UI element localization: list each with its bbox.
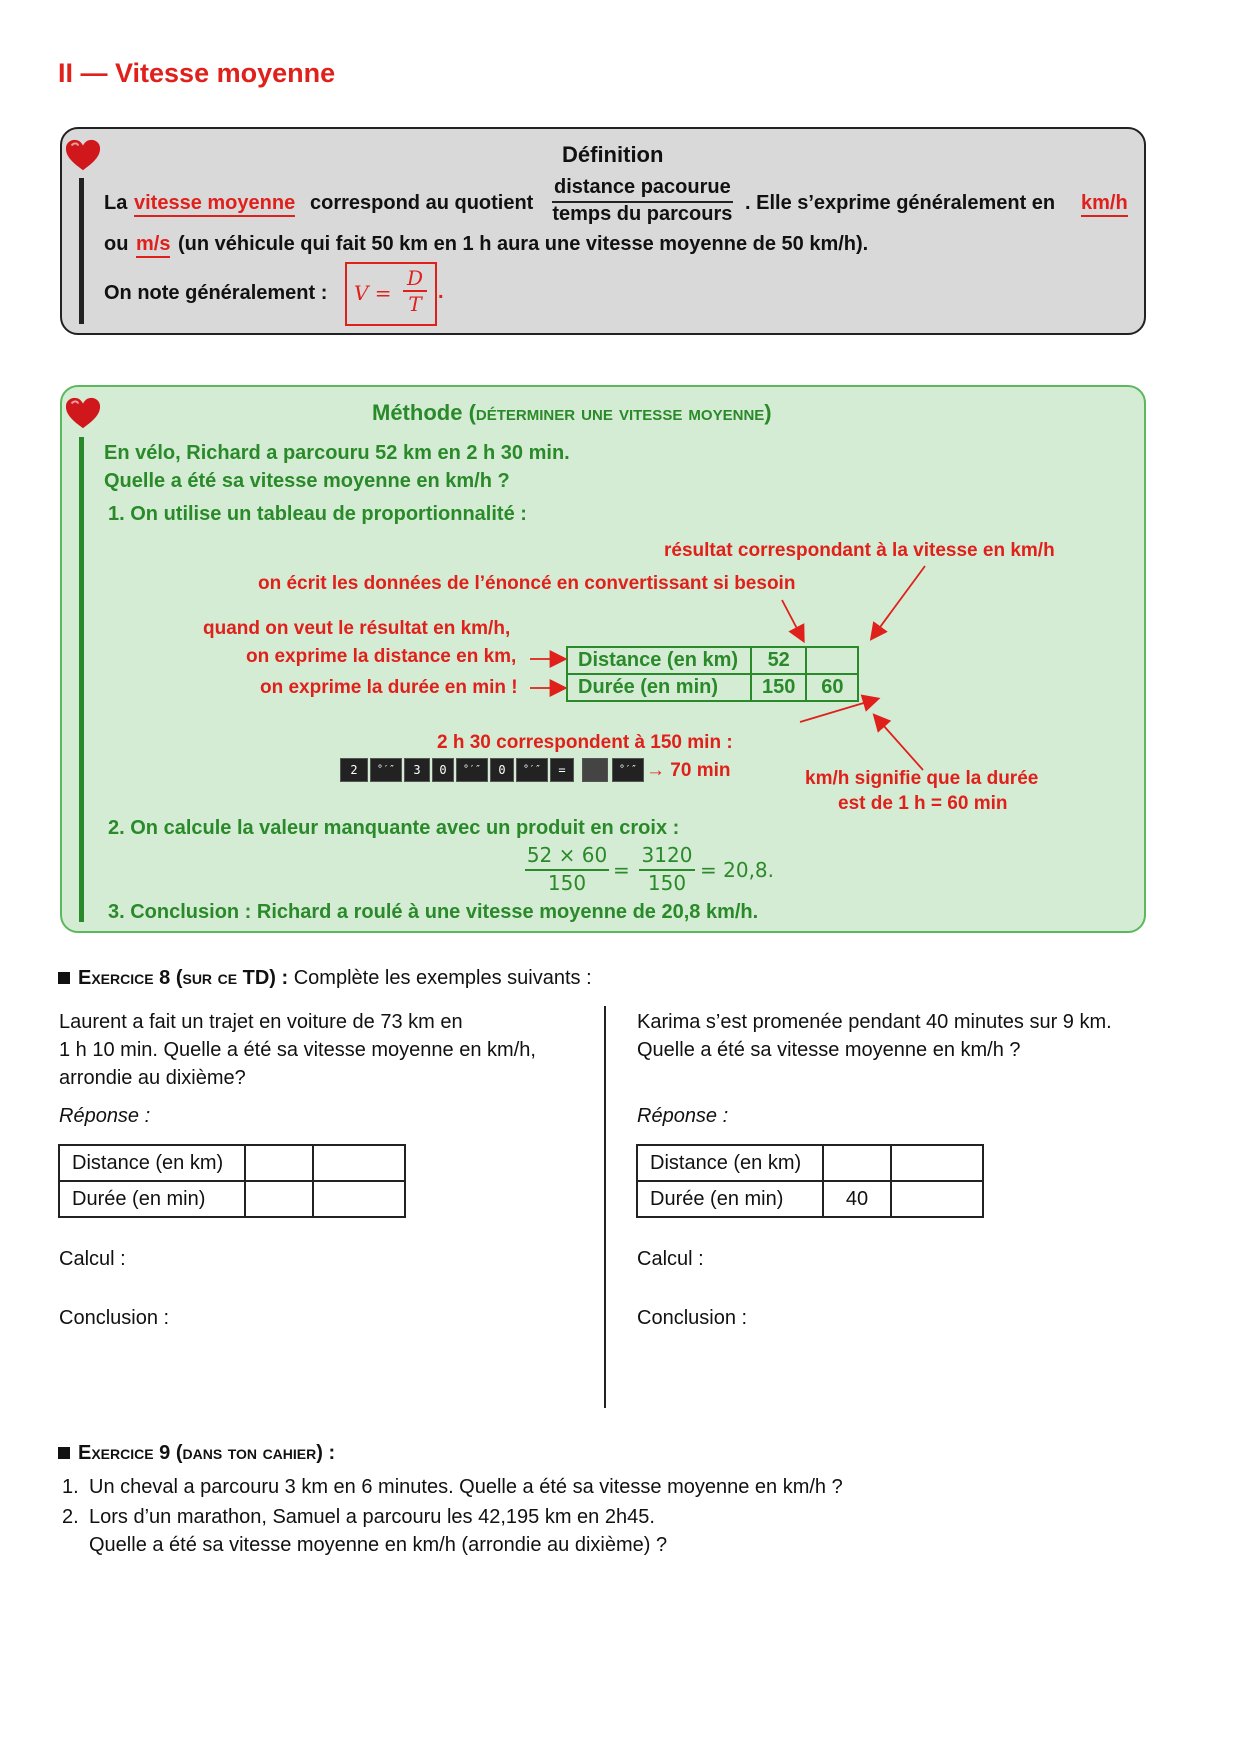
calc-key-dms: °′″ [370,758,402,782]
definition-line1-pre: La [104,192,128,214]
calc-fraction-1-den: 150 [547,871,587,895]
exercise-9-subtitle: (dans ton cahier) : [175,1442,336,1464]
calc-fraction-1-num: 52 × 60 [525,843,609,871]
exercise-8-right-conclusion: Conclusion : [637,1307,748,1329]
method-step-3: 3. Conclusion : Richard a roulé à une vitesse moyenne de 20,8 km/h. [108,901,759,923]
formula-numerator: D [403,266,427,292]
annotation-conversion: 2 h 30 correspondent à 150 min : [437,732,733,753]
exercise-8-instruction: Complète les exemples suivants : [293,967,592,989]
table-cell-input[interactable] [313,1181,405,1217]
exercise-9-item-text: Quelle a été sa vitesse moyenne en km/h (arrondie au dixième) ? [89,1534,668,1556]
table-cell: 150 [751,674,806,701]
method-question-2: Quelle a été sa vitesse moyenne en km/h ? [104,470,510,492]
calc-key-3: 3 [404,758,430,782]
annotation-result: résultat correspondant à la vitesse en km/h [664,540,1055,561]
annotation-left-1: quand on veut le résultat en km/h, [203,618,511,639]
annotation-left-3: on exprime la durée en min ! [260,677,518,698]
table-cell-input[interactable] [313,1145,405,1181]
table-cell: 60 [806,674,858,701]
formula-lhs: V = [354,281,392,305]
fraction-numerator: distance pacourue [552,176,733,203]
calc-key-equals: = [550,758,574,782]
table-cell: Durée (en min) [567,674,751,701]
annotation-kmh-1: km/h signifie que la durée [805,768,1039,789]
method-step-1: 1. On utilise un tableau de proportionnalité : [108,503,527,525]
exercise-8-left-reponse: Réponse : [59,1105,151,1127]
calc-key-2: 2 [340,758,368,782]
exercise-8-left-line: Laurent a fait un trajet en voiture de 73 km en [59,1011,463,1033]
table-cell: 52 [751,647,806,674]
bullet-square-icon [58,1447,70,1459]
definition-line1-post: . Elle s’exprime généralement en [745,192,1056,214]
calc-equals: = [613,858,630,882]
table-cell-input[interactable] [891,1181,983,1217]
definition-line2-post: (un véhicule qui fait 50 km en 1 h aura une vitesse moyenne de 50 km/h). [178,233,869,255]
definition-line1-mid: correspond au quotient [310,192,534,214]
exercise-8-left-text [59,1008,567,1092]
exercise-9-title: Exercice 9 [78,1442,171,1464]
section-title: II — Vitesse moyenne [58,58,336,88]
definition-term: vitesse moyenne [134,192,295,217]
calc-key-dms: °′″ [612,758,644,782]
exercise-8-left-line: arrondie au dixième? [59,1067,246,1089]
table-cell: Distance (en km) [59,1145,245,1181]
exercise-9-item-number: 2. [62,1506,79,1528]
definition-unit-kmh: km/h [1081,192,1128,217]
calc-key-0: 0 [432,758,454,782]
definition-note-label: On note généralement : [104,282,328,304]
calc-fraction-2-num: 3120 [639,843,695,871]
table-row [59,1181,405,1217]
calc-result: → 70 min [646,760,731,781]
exercise-8-right-line: Karima s’est promenée pendant 40 minutes sur 9 km. [637,1011,1112,1033]
table-cell: Durée (en min) [59,1181,245,1217]
calc-key-dms: °′″ [516,758,548,782]
exercise-9-item-text: Lors d’un marathon, Samuel a parcouru les 42,195 km en 2h45. [89,1506,655,1528]
calc-key-dms: °′″ [456,758,488,782]
exercise-8-left-calcul: Calcul : [59,1248,126,1270]
definition-line2-pre: ou [104,233,129,255]
calc-key-0: 0 [490,758,514,782]
definition-unit-ms: m/s [136,233,170,258]
calc-fraction-2 [639,843,695,895]
fraction-denominator: temps du parcours [552,203,733,225]
annotation-left-2: on exprime la distance en km, [246,646,517,667]
table-cell: Durée (en min) [637,1181,823,1217]
method-heading-sub: (déterminer une vitesse moyenne) [468,400,772,425]
annotation-data: on écrit les données de l’énoncé en convertissant si besoin [258,573,796,594]
formula-denominator: T [408,292,422,316]
annotation-kmh-2: est de 1 h = 60 min [838,793,1008,814]
exercise-8-right-text [637,1008,1112,1064]
exercise-8-right-calcul: Calcul : [637,1248,704,1270]
table-cell: 40 [823,1181,891,1217]
formula-end: . [438,281,444,303]
calc-key-shift [582,758,608,782]
calc-fraction-1 [525,843,609,895]
calc-result-value: = 20,8. [700,858,775,882]
table-cell: Distance (en km) [637,1145,823,1181]
table-row [637,1181,983,1217]
table-cell-input[interactable] [245,1181,313,1217]
method-question-1: En vélo, Richard a parcouru 52 km en 2 h 30 min. [104,442,570,464]
exercise-8-right-line: Quelle a été sa vitesse moyenne en km/h ? [637,1039,1021,1061]
table-cell-input[interactable] [891,1145,983,1181]
method-heading-main: Méthode [372,400,463,425]
exercise-8-heading [58,967,592,990]
exercise-8-subtitle: (sur ce TD) : [175,967,289,989]
table-row [637,1145,983,1181]
table-cell: Distance (en km) [567,647,751,674]
column-divider [604,1006,606,1408]
method-step-2: 2. On calcule la valeur manquante avec un produit en croix : [108,817,680,839]
exercise-8-right-reponse: Réponse : [637,1105,729,1127]
exercise-8-left-line: 1 h 10 min. Quelle a été sa vitesse moyenne en km/h, [59,1039,536,1061]
table-cell-input[interactable] [823,1145,891,1181]
exercise-8-left-table [58,1144,406,1218]
exercise-8-title: Exercice 8 [78,967,171,989]
table-cell-input[interactable] [245,1145,313,1181]
definition-heading: Définition [562,142,664,167]
exercise-9-item-number: 1. [62,1476,79,1498]
bullet-square-icon [58,972,70,984]
table-row [59,1145,405,1181]
exercise-8-left-conclusion: Conclusion : [59,1307,170,1329]
exercise-8-right-table [636,1144,984,1218]
calc-fraction-2-den: 150 [647,871,687,895]
exercise-9-heading [58,1442,335,1465]
exercise-9-item-text: Un cheval a parcouru 3 km en 6 minutes. Quelle a été sa vitesse moyenne en km/h ? [89,1476,843,1498]
